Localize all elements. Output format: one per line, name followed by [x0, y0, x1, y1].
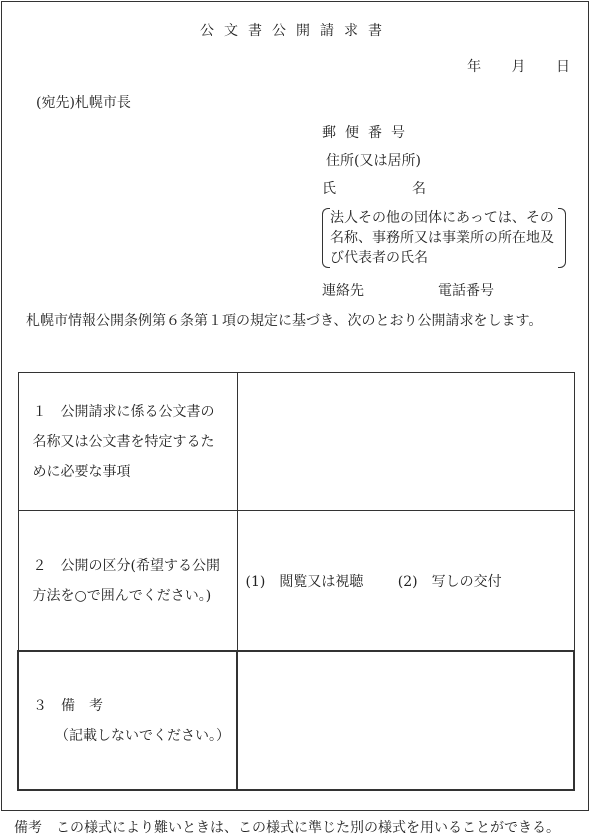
form-title: 公文書公開請求書	[200, 23, 392, 39]
corporation-note-text: 法人その他の団体にあっては、その名称、事務所又は事業所の所在地及び代表者の氏名	[330, 210, 554, 266]
row2-label-cell	[18, 511, 237, 652]
row3-note: （記載しないでください。）	[55, 727, 230, 744]
date-year: 年	[467, 59, 482, 75]
row3-label: ３ 備 考	[33, 697, 103, 714]
name-label	[322, 178, 426, 198]
table-row	[18, 373, 574, 511]
option-copy[interactable]: (2) 写しの交付	[397, 573, 502, 590]
addressee: (宛先)札幌市長	[36, 95, 131, 111]
phone-label: 電話番号	[438, 283, 494, 299]
option-viewing[interactable]: (1) 閲覧又は視聴	[245, 573, 364, 590]
table-row	[18, 651, 574, 790]
name-label-second: 名	[412, 181, 426, 197]
date-line	[441, 56, 570, 76]
row2-options-cell	[237, 511, 574, 652]
left-bracket	[322, 208, 330, 268]
name-label-first: 氏	[322, 181, 336, 197]
row1-label: １ 公開請求に係る公文書の名称又は公文書を特定するために必要な事項	[32, 403, 215, 480]
contact-label: 連絡先	[322, 283, 364, 299]
postal-code-label: 郵便番号	[322, 125, 414, 141]
date-month: 月	[511, 59, 526, 75]
table-row	[18, 511, 574, 652]
right-bracket	[558, 208, 566, 268]
row1-input-cell[interactable]	[237, 373, 574, 511]
row1-label-cell	[18, 373, 237, 511]
row3-remarks-cell	[237, 651, 574, 790]
row2-label: ２ 公開の区分(希望する公開方法を○で囲んでください。)	[32, 557, 220, 604]
footnote: 備考 この様式により難いときは、この様式に準じた別の様式を用いることができる。	[14, 820, 560, 836]
date-day: 日	[556, 59, 570, 75]
request-table	[17, 372, 575, 791]
address-label: 住所(又は居所)	[326, 153, 421, 169]
request-statement: 札幌市情報公開条例第６条第１項の規定に基づき、次のとおり公開請求をします。	[26, 313, 543, 329]
row3-label-cell	[18, 651, 237, 790]
corporation-note	[322, 208, 566, 268]
